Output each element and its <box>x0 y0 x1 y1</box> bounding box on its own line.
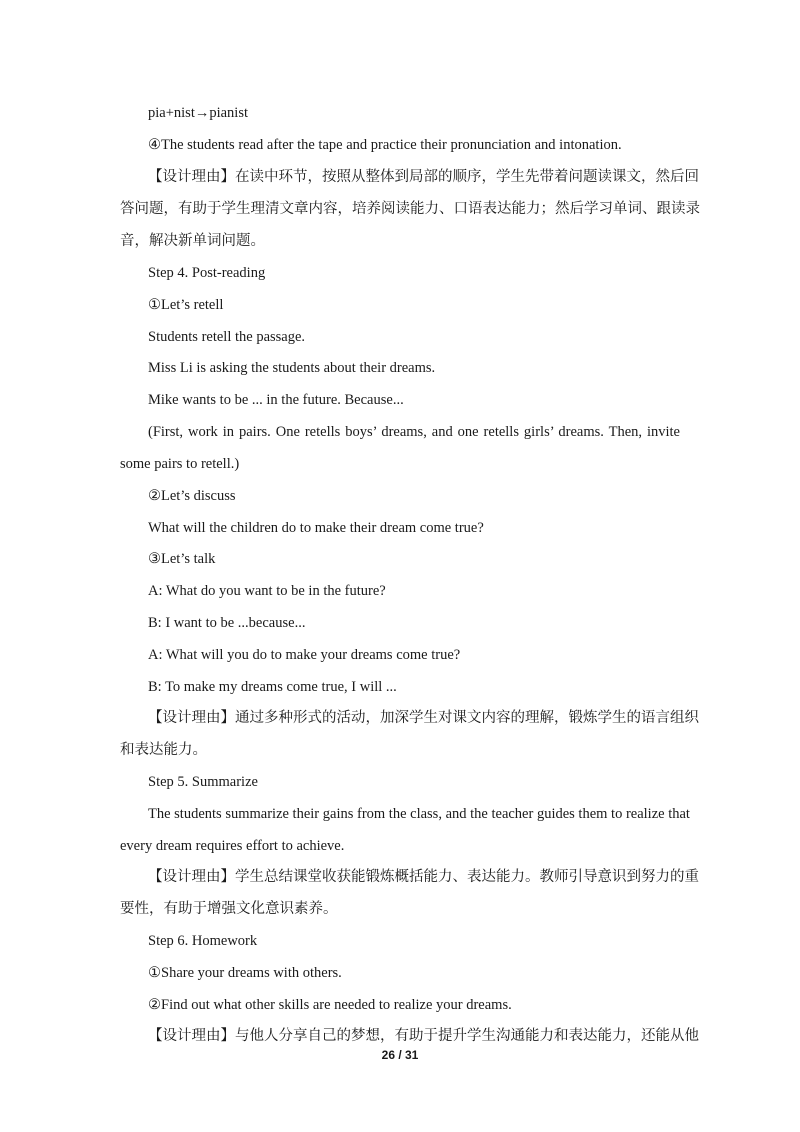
text-line: some pairs to retell.) <box>120 456 240 472</box>
text-line: B: To make my dreams come true, I will ... <box>148 679 397 695</box>
text-line: B: I want to be ...because... <box>148 615 306 631</box>
text-line: 要性，有助于增强文化意识素养。 <box>120 901 338 917</box>
text-line: (First, work in pairs. One retells boys’ dreams, and one retells girls’ dreams. Then, invite <box>148 424 680 440</box>
text-line: 【设计理由】通过多种形式的活动，加深学生对课文内容的理解，锻炼学生的语言组织 <box>148 710 699 726</box>
text-line: Step 5. Summarize <box>148 774 258 790</box>
text-line: every dream requires effort to achieve. <box>120 838 345 854</box>
text-line: The students summarize their gains from the class, and the teacher guides them to realize that <box>148 806 690 822</box>
text-line: 和表达能力。 <box>120 742 207 758</box>
text-line: 音，解决新单词问题。 <box>120 233 265 249</box>
text-line: 【设计理由】学生总结课堂收获能锻炼概括能力、表达能力。教师引导意识到努力的重 <box>148 869 699 885</box>
text-line: Mike wants to be ... in the future. Because... <box>148 392 404 408</box>
text-line: Step 4. Post-reading <box>148 265 266 281</box>
text-line: ①Let’s retell <box>148 297 224 313</box>
text-line: ③Let’s talk <box>148 551 216 567</box>
text-line: 【设计理由】与他人分享自己的梦想，有助于提升学生沟通能力和表达能力，还能从他 <box>148 1028 699 1044</box>
page-number: 26 / 31 <box>381 1048 419 1062</box>
text-line: ②Find out what other skills are needed to realize your dreams. <box>148 997 512 1013</box>
text-line: Step 6. Homework <box>148 933 258 949</box>
text-line: 答问题，有助于学生理清文章内容，培养阅读能力、口语表达能力；然后学习单词、跟读录 <box>120 201 700 217</box>
text-line: A: What will you do to make your dreams come true? <box>148 647 461 663</box>
text-line: ④The students read after the tape and practice their pronunciation and intonation. <box>148 137 622 153</box>
text-line: ②Let’s discuss <box>148 488 236 504</box>
text-line: Miss Li is asking the students about their dreams. <box>148 360 436 376</box>
text-line: What will the children do to make their dream come true? <box>148 520 484 536</box>
text-line: pia+nist→pianist <box>148 105 249 121</box>
text-line: ①Share your dreams with others. <box>148 965 342 981</box>
text-line: A: What do you want to be in the future? <box>148 583 386 599</box>
text-line: Students retell the passage. <box>148 329 306 345</box>
text-line: 【设计理由】在读中环节，按照从整体到局部的顺序，学生先带着问题读课文，然后回 <box>148 169 699 185</box>
